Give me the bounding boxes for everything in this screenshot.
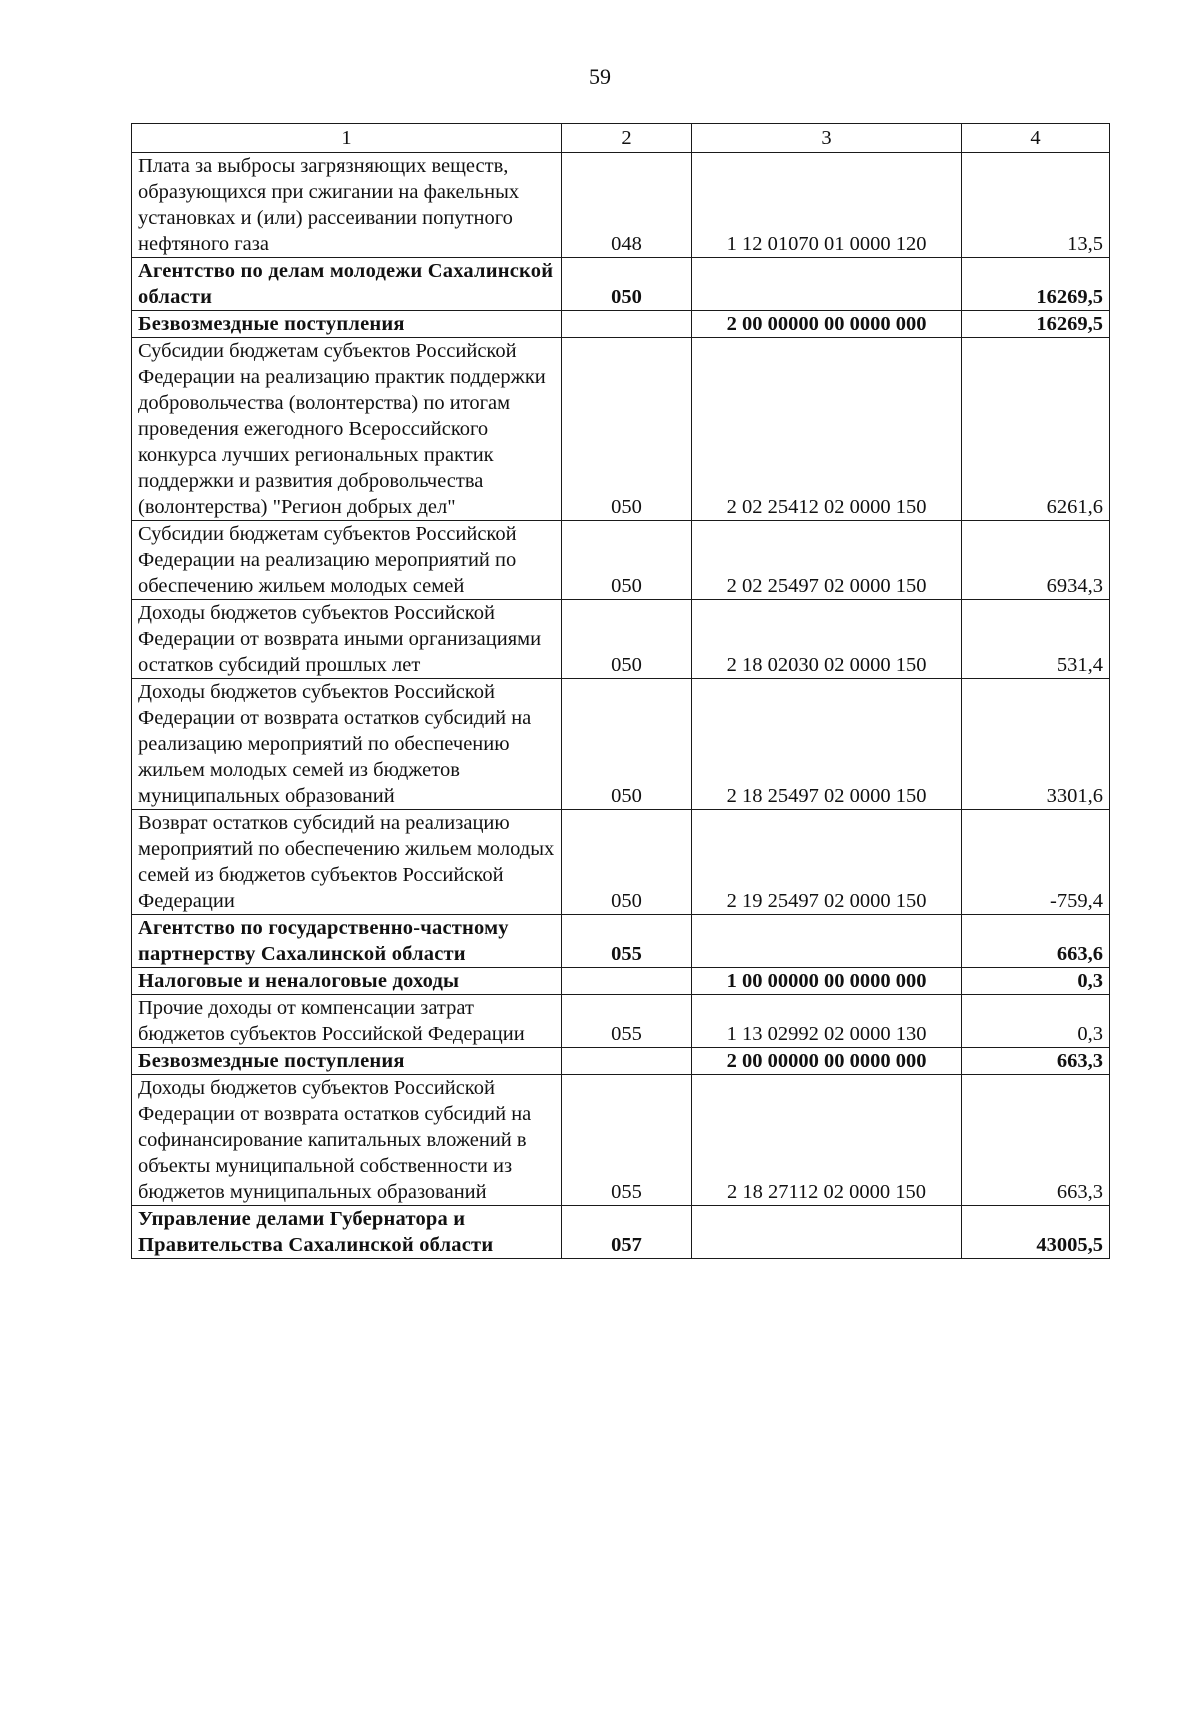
row-revenue-code-cell: 1 12 01070 01 0000 120: [692, 153, 962, 258]
row-admin-code-cell: 050: [562, 338, 692, 521]
row-name-cell: Агентство по государственно-частному партнерству Сахалинской области: [132, 915, 562, 968]
table-row: [132, 1206, 1110, 1259]
row-revenue-code-cell: 1 00 00000 00 0000 000: [692, 968, 962, 995]
table-row: [132, 1048, 1110, 1075]
row-revenue-code-cell: 2 00 00000 00 0000 000: [692, 311, 962, 338]
row-revenue-code-cell: 2 18 25497 02 0000 150: [692, 679, 962, 810]
row-revenue-code-cell: [692, 1206, 962, 1259]
row-admin-code-cell: 050: [562, 600, 692, 679]
row-admin-code-cell: 050: [562, 521, 692, 600]
table-row: [132, 338, 1110, 521]
table-row: [132, 153, 1110, 258]
row-admin-code-cell: 055: [562, 995, 692, 1048]
row-admin-code-cell: [562, 1048, 692, 1075]
row-admin-code-cell: [562, 968, 692, 995]
row-amount-cell: 0,3: [962, 968, 1110, 995]
row-name-cell: Доходы бюджетов субъектов Российской Федерации от возврата остатков субсидий на реализацию мероприятий по обеспечению жильем молодых семей из бюджетов муниципальных образований: [132, 679, 562, 810]
row-admin-code-cell: 055: [562, 1075, 692, 1206]
row-revenue-code-cell: 2 00 00000 00 0000 000: [692, 1048, 962, 1075]
row-admin-code-cell: 050: [562, 679, 692, 810]
row-amount-cell: 0,3: [962, 995, 1110, 1048]
table-row: [132, 600, 1110, 679]
row-name-cell: Субсидии бюджетам субъектов Российской Федерации на реализацию мероприятий по обеспечению жильем молодых семей: [132, 521, 562, 600]
row-revenue-code-cell: 2 19 25497 02 0000 150: [692, 810, 962, 915]
row-name-cell: Безвозмездные поступления: [132, 311, 562, 338]
row-name-cell: Управление делами Губернатора и Правительства Сахалинской области: [132, 1206, 562, 1259]
row-amount-cell: 531,4: [962, 600, 1110, 679]
table-row: [132, 810, 1110, 915]
row-name-cell: Доходы бюджетов субъектов Российской Федерации от возврата иными организациями остатков субсидий прошлых лет: [132, 600, 562, 679]
header-col-3: 3: [692, 124, 962, 153]
table-row: [132, 521, 1110, 600]
row-amount-cell: 663,3: [962, 1075, 1110, 1206]
table-row: [132, 968, 1110, 995]
row-amount-cell: 43005,5: [962, 1206, 1110, 1259]
table-row: [132, 258, 1110, 311]
revenue-table: [131, 123, 1110, 1259]
header-col-4: 4: [962, 124, 1110, 153]
row-amount-cell: 663,3: [962, 1048, 1110, 1075]
table-row: [132, 1075, 1110, 1206]
row-name-cell: Плата за выбросы загрязняющих веществ, образующихся при сжигании на факельных установках и (или) рассеивании попутного нефтяного газа: [132, 153, 562, 258]
table-row: [132, 915, 1110, 968]
page-number: 59: [589, 64, 611, 89]
row-name-cell: Прочие доходы от компенсации затрат бюджетов субъектов Российской Федерации: [132, 995, 562, 1048]
row-admin-code-cell: 057: [562, 1206, 692, 1259]
header-col-2: 2: [562, 124, 692, 153]
row-amount-cell: 663,6: [962, 915, 1110, 968]
table-body: [132, 153, 1110, 1259]
row-name-cell: Доходы бюджетов субъектов Российской Федерации от возврата остатков субсидий на софинансирование капитальных вложений в объекты муниципальной собственности из бюджетов муниципальных образований: [132, 1075, 562, 1206]
row-revenue-code-cell: 1 13 02992 02 0000 130: [692, 995, 962, 1048]
row-revenue-code-cell: 2 02 25497 02 0000 150: [692, 521, 962, 600]
row-amount-cell: 6261,6: [962, 338, 1110, 521]
row-name-cell: Субсидии бюджетам субъектов Российской Федерации на реализацию практик поддержки добровольчества (волонтерства) по итогам проведения ежегодного Всероссийского конкурса лучших региональных практик поддержки и развития добровольчества (волонтерства) "Регион добрых дел": [132, 338, 562, 521]
row-revenue-code-cell: [692, 258, 962, 311]
table-row: [132, 679, 1110, 810]
row-revenue-code-cell: 2 18 02030 02 0000 150: [692, 600, 962, 679]
row-name-cell: Агентство по делам молодежи Сахалинской области: [132, 258, 562, 311]
row-amount-cell: 16269,5: [962, 258, 1110, 311]
header-col-1: 1: [132, 124, 562, 153]
row-revenue-code-cell: 2 18 27112 02 0000 150: [692, 1075, 962, 1206]
row-revenue-code-cell: [692, 915, 962, 968]
row-admin-code-cell: 055: [562, 915, 692, 968]
table-row: [132, 311, 1110, 338]
row-amount-cell: 6934,3: [962, 521, 1110, 600]
row-admin-code-cell: 048: [562, 153, 692, 258]
table-row: [132, 995, 1110, 1048]
row-amount-cell: 13,5: [962, 153, 1110, 258]
row-name-cell: Безвозмездные поступления: [132, 1048, 562, 1075]
row-amount-cell: -759,4: [962, 810, 1110, 915]
row-admin-code-cell: [562, 311, 692, 338]
row-amount-cell: 16269,5: [962, 311, 1110, 338]
row-revenue-code-cell: 2 02 25412 02 0000 150: [692, 338, 962, 521]
row-admin-code-cell: 050: [562, 810, 692, 915]
header-row: [132, 124, 1110, 153]
row-amount-cell: 3301,6: [962, 679, 1110, 810]
row-admin-code-cell: 050: [562, 258, 692, 311]
row-name-cell: Налоговые и неналоговые доходы: [132, 968, 562, 995]
row-name-cell: Возврат остатков субсидий на реализацию мероприятий по обеспечению жильем молодых семей из бюджетов субъектов Российской Федерации: [132, 810, 562, 915]
